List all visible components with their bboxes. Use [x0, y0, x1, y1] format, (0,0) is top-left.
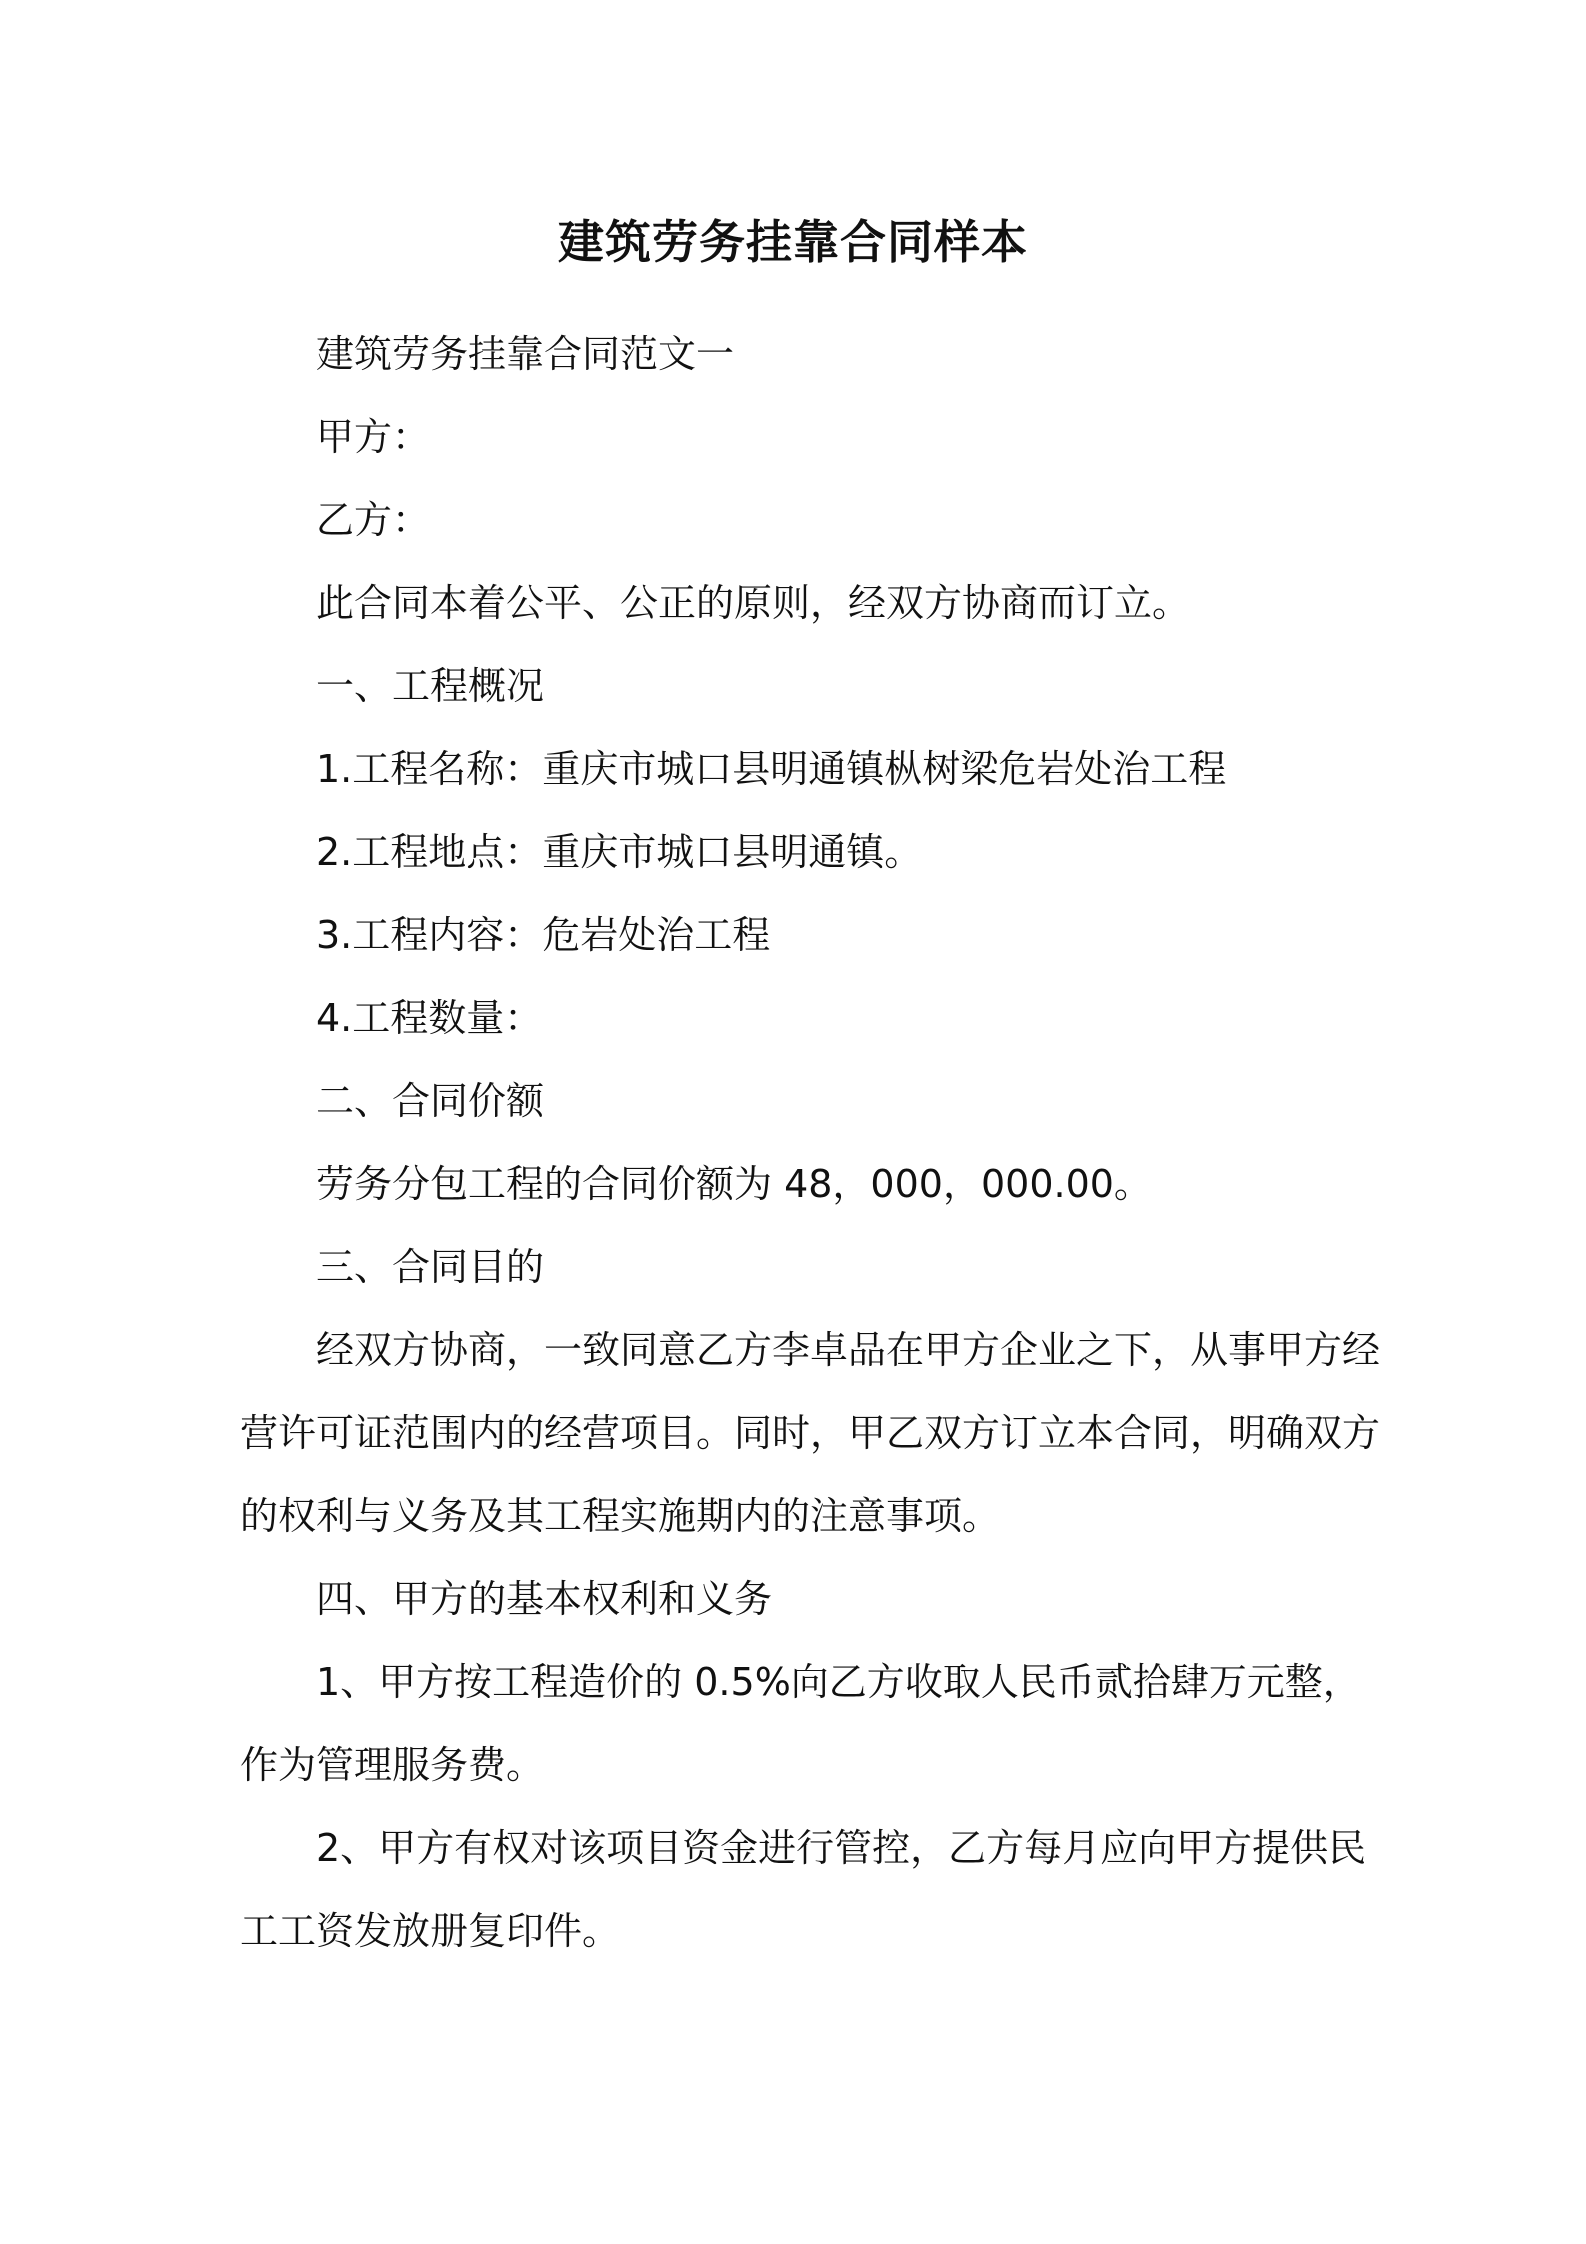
section-heading-contract-purpose: 三、合同目的 — [316, 1245, 545, 1289]
project-quantity-item: 4.工程数量： — [316, 996, 543, 1040]
purpose-paragraph-line: 的权利与义务及其工程实施期内的注意事项。 — [240, 1494, 1001, 1538]
project-content-item: 3.工程内容：危岩处治工程 — [316, 913, 771, 957]
clause-1-line: 1、甲方按工程造价的 0.5%向乙方收取人民币贰拾肆万元整， — [316, 1660, 1361, 1704]
clause-1-line: 作为管理服务费。 — [240, 1743, 545, 1787]
contract-price-text: 劳务分包工程的合同价额为 48，000，000.00。 — [316, 1162, 1152, 1206]
intro-paragraph: 此合同本着公平、公正的原则，经双方协商而订立。 — [316, 581, 1191, 625]
party-b-label: 乙方： — [316, 498, 431, 542]
purpose-paragraph-line: 营许可证范围内的经营项目。同时，甲乙双方订立本合同，明确双方 — [240, 1411, 1381, 1455]
document-title: 建筑劳务挂靠合同样本 — [558, 215, 1028, 269]
section-heading-contract-price: 二、合同价额 — [316, 1079, 545, 1123]
project-name-item: 1.工程名称：重庆市城口县明通镇枞树梁危岩处治工程 — [316, 747, 1227, 791]
section-heading-party-a-rights: 四、甲方的基本权利和义务 — [316, 1577, 773, 1621]
section-heading-project-overview: 一、工程概况 — [316, 664, 545, 708]
party-a-label: 甲方： — [316, 415, 431, 459]
project-location-item: 2.工程地点：重庆市城口县明通镇。 — [316, 830, 923, 874]
clause-2-line: 2、甲方有权对该项目资金进行管控，乙方每月应向甲方提供民 — [316, 1826, 1367, 1870]
purpose-paragraph-line: 经双方协商，一致同意乙方李卓品在甲方企业之下，从事甲方经 — [316, 1328, 1381, 1372]
document-subtitle: 建筑劳务挂靠合同范文一 — [316, 332, 735, 376]
clause-2-line: 工工资发放册复印件。 — [240, 1909, 621, 1953]
